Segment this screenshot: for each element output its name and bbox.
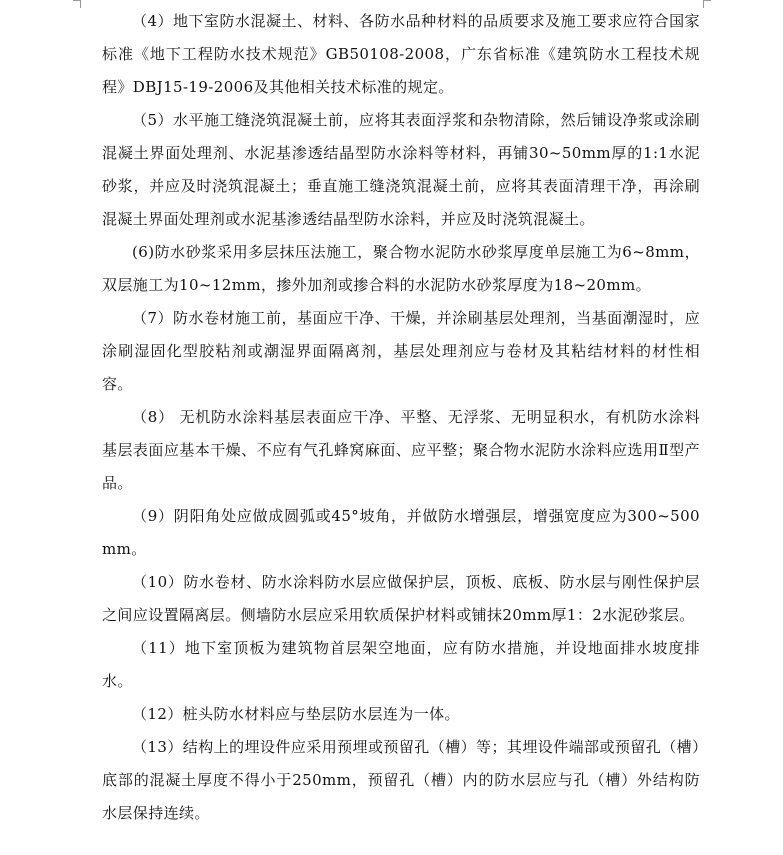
- paragraph-7: （7）防水卷材施工前，基面应干净、干燥，并涂刷基层处理剂，当基面潮湿时，应涂刷湿固化型胶粘剂或潮湿界面隔离剂，基层处理剂应与卷材及其粘结材料的材性相容。: [102, 309, 700, 393]
- paragraph-6: (6)防水砂浆采用多层抹压法施工，聚合物水泥防水砂浆厚度单层施工为6~8mm，双层施工为10~12mm，掺外加剂或掺合料的水泥防水砂浆厚度为18~20mm。: [102, 243, 700, 294]
- margin-corner-mark-left-h: [73, 0, 81, 1]
- paragraph-13: （13）结构上的埋设件应采用预埋或预留孔（槽）等；其埋设件端部或预留孔（槽）底部的混凝土厚度不得小于250mm，预留孔（槽）内的防水层应与孔（槽）外结构防水层保持连续。: [102, 738, 700, 822]
- document-body: [102, 5, 700, 830]
- margin-corner-mark-right-h: [703, 0, 711, 1]
- margin-corner-mark-left: [80, 0, 81, 8]
- paragraph-11: （11）地下室顶板为建筑物首层架空地面，应有防水措施，并设地面排水坡度排水。: [102, 639, 700, 690]
- paragraph-10: （10）防水卷材、防水涂料防水层应做保护层，顶板、底板、防水层与刚性保护层之间应设置隔离层。侧墙防水层应采用软质保护材料或铺抹20mm厚1：2水泥砂浆层。: [102, 573, 700, 624]
- paragraph-8: （8） 无机防水涂料基层表面应干净、平整、无浮浆、无明显积水，有机防水涂料基层表面应基本干燥、不应有气孔蜂窝麻面、应平整；聚合物水泥防水涂料应选用Ⅱ型产品。: [102, 408, 700, 492]
- paragraph-4: （4）地下室防水混凝土、材料、各防水品种材料的品质要求及施工要求应符合国家标准《地下工程防水技术规范》GB50108-2008，广东省标准《建筑防水工程技术规程》DBJ15-19-2006及其他相关技术标准的规定。: [102, 12, 700, 96]
- margin-corner-mark-right: [703, 0, 704, 8]
- paragraph-9: （9）阴阳角处应做成圆弧或45°坡角，并做防水增强层，增强宽度应为300~500mm。: [102, 507, 700, 558]
- paragraph-12: （12）桩头防水材料应与垫层防水层连为一体。: [132, 705, 460, 723]
- paragraph-5: （5）水平施工缝浇筑混凝土前，应将其表面浮浆和杂物清除，然后铺设净浆或涂刷混凝土界面处理剂、水泥基渗透结晶型防水涂料等材料，再铺30~50mm厚的1:1水泥砂浆，并应及时浇筑混凝土；垂直施工缝浇筑混凝土前，应将其表面清理干净，再涂刷混凝土界面处理剂或水泥基渗透结晶型防水涂料，并应及时浇筑混凝土。: [102, 111, 700, 228]
